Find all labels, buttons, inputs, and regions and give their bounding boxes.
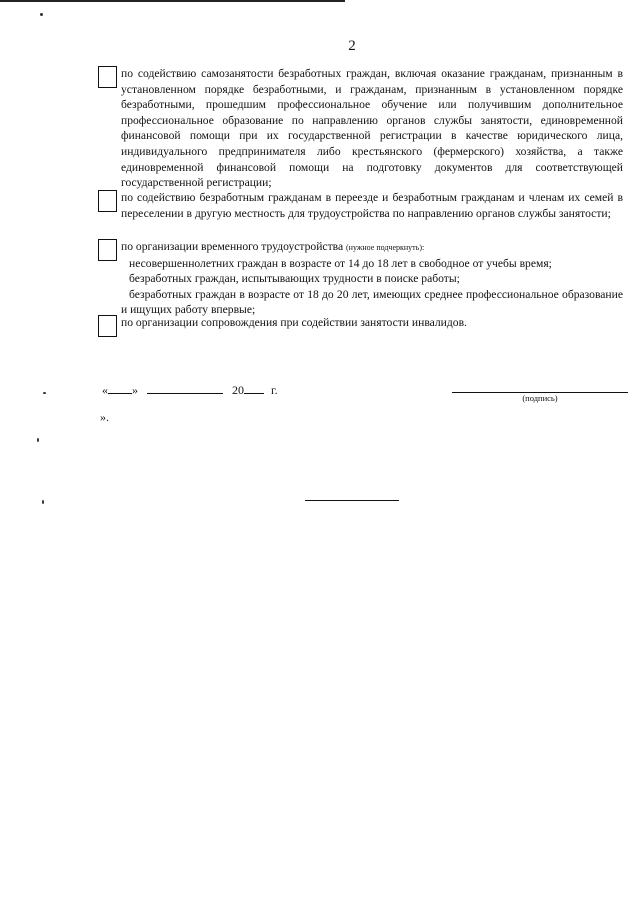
option-label: по содействию безработным гражданам в переезде и безработным гражданам и членам их семей в переселении в другую местность для трудоустройства по направлению органов службы занятости; — [121, 191, 623, 220]
month-blank[interactable] — [147, 381, 223, 394]
option-label: по организации временного трудоустройства — [121, 240, 344, 253]
year-blank[interactable] — [244, 381, 264, 394]
closing-quote: ». — [100, 410, 109, 424]
page-number: 2 — [348, 38, 356, 54]
checkbox-relocation[interactable] — [98, 190, 117, 212]
date-close-quote: » — [132, 383, 138, 397]
signature-label: (подпись) — [522, 393, 558, 403]
top-rule — [0, 0, 345, 2]
scan-speck — [40, 13, 43, 16]
sub-option-graduates: безработных граждан в возрасте от 18 до 20 лет, имеющих среднее профессиональное образование и ищущих работу впервые; — [121, 287, 623, 317]
year-prefix: 20 — [232, 383, 244, 397]
scan-speck — [37, 438, 39, 442]
option-body — [121, 239, 623, 318]
checkbox-self-employment[interactable] — [98, 66, 117, 88]
end-rule — [305, 500, 399, 501]
sub-option-minors: несовершеннолетних граждан в возрасте от 14 до 18 лет в свободное от учебы время; — [129, 256, 552, 270]
year-suffix: г. — [271, 383, 278, 397]
checkbox-temporary-employment[interactable] — [98, 239, 117, 261]
option-self-employment — [98, 66, 623, 191]
date-open-quote: « — [102, 383, 108, 397]
option-label: по содействию самозанятости безработных граждан, включая оказание гражданам, признанным в установленном порядке безработными, и гражданам, признанным в установленном порядке безработными, прошедшим профессиональное обучение или получившим дополнительное профессиональное образование по направлению органов службы занятости, единовременной финансовой помощи при их государственной регистрации в качестве юридического лица, индивидуального предпринимателя либо крестьянского (фермерского) хозяйства, а также единовременной финансовой помощи на подготовку документов для соответствующей государственной регистрации; — [121, 67, 623, 190]
checkbox-disabled-support[interactable] — [98, 315, 117, 337]
option-disabled-support — [98, 315, 623, 331]
scan-speck — [43, 392, 46, 394]
option-relocation — [98, 190, 623, 221]
sub-option-difficulty: безработных граждан, испытывающих трудности в поиске работы; — [129, 272, 460, 286]
option-label: по организации сопровождения при содействии занятости инвалидов. — [121, 316, 467, 329]
scan-speck — [42, 500, 44, 504]
option-temporary-employment — [98, 239, 623, 318]
date-field — [102, 381, 278, 398]
day-blank[interactable] — [108, 381, 132, 394]
option-note: (нужное подчеркнуть): — [346, 243, 425, 252]
